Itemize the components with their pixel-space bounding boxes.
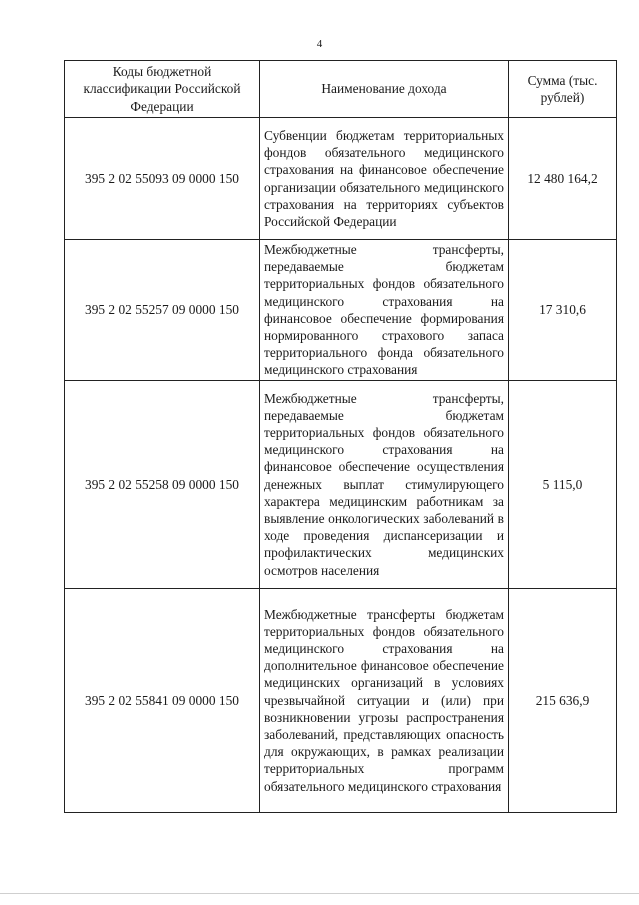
row-sum: 5 115,0 <box>509 380 617 588</box>
table-header-row <box>65 61 617 118</box>
table-row <box>65 118 617 240</box>
row-code: 395 2 02 55841 09 0000 150 <box>65 588 260 812</box>
header-sum: Сумма (тыс. рублей) <box>509 61 617 118</box>
row-name: Межбюджетные трансферты, передаваемые бюджетам территориальных фондов обязательного медицинского страхования на финансовое обеспечение осуществления денежных выплат стимулирующего характера медицинским работникам за выявление онкологических заболеваний в ходе проведения диспансеризации и профилактических медицинских осмотров населения <box>260 380 509 588</box>
row-sum: 17 310,6 <box>509 240 617 381</box>
row-code: 395 2 02 55258 09 0000 150 <box>65 380 260 588</box>
row-name: Межбюджетные трансферты бюджетам территориальных фондов обязательного медицинского страхования на дополнительное финансовое обеспечение медицинских организаций в условиях чрезвычайной ситуации и (или) при возникновении угрозы распространения заболеваний, представляющих опасность для окружающих, в рамках реализации территориальных программ обязательного медицинского страхования <box>260 588 509 812</box>
table-row <box>65 240 617 381</box>
row-code: 395 2 02 55093 09 0000 150 <box>65 118 260 240</box>
header-name: Наименование дохода <box>260 61 509 118</box>
page-number: 4 <box>316 38 323 50</box>
row-name: Межбюджетные трансферты, передаваемые бюджетам территориальных фондов обязательного медицинского страхования на финансовое обеспечение формирования нормированного страхового запаса территориального фонда обязательного медицинского страхования <box>260 240 509 381</box>
table-row <box>65 380 617 588</box>
row-code: 395 2 02 55257 09 0000 150 <box>65 240 260 381</box>
page-bottom-divider <box>0 893 639 894</box>
row-name: Субвенции бюджетам территориальных фондов обязательного медицинского страхования на финансовое обеспечение организации обязательного медицинского страхования на территориях субъектов Российской Федерации <box>260 118 509 240</box>
table-row <box>65 588 617 812</box>
header-code: Коды бюджетной классификации Российской Федерации <box>65 61 260 118</box>
revenue-table <box>64 60 617 813</box>
row-sum: 12 480 164,2 <box>509 118 617 240</box>
row-sum: 215 636,9 <box>509 588 617 812</box>
